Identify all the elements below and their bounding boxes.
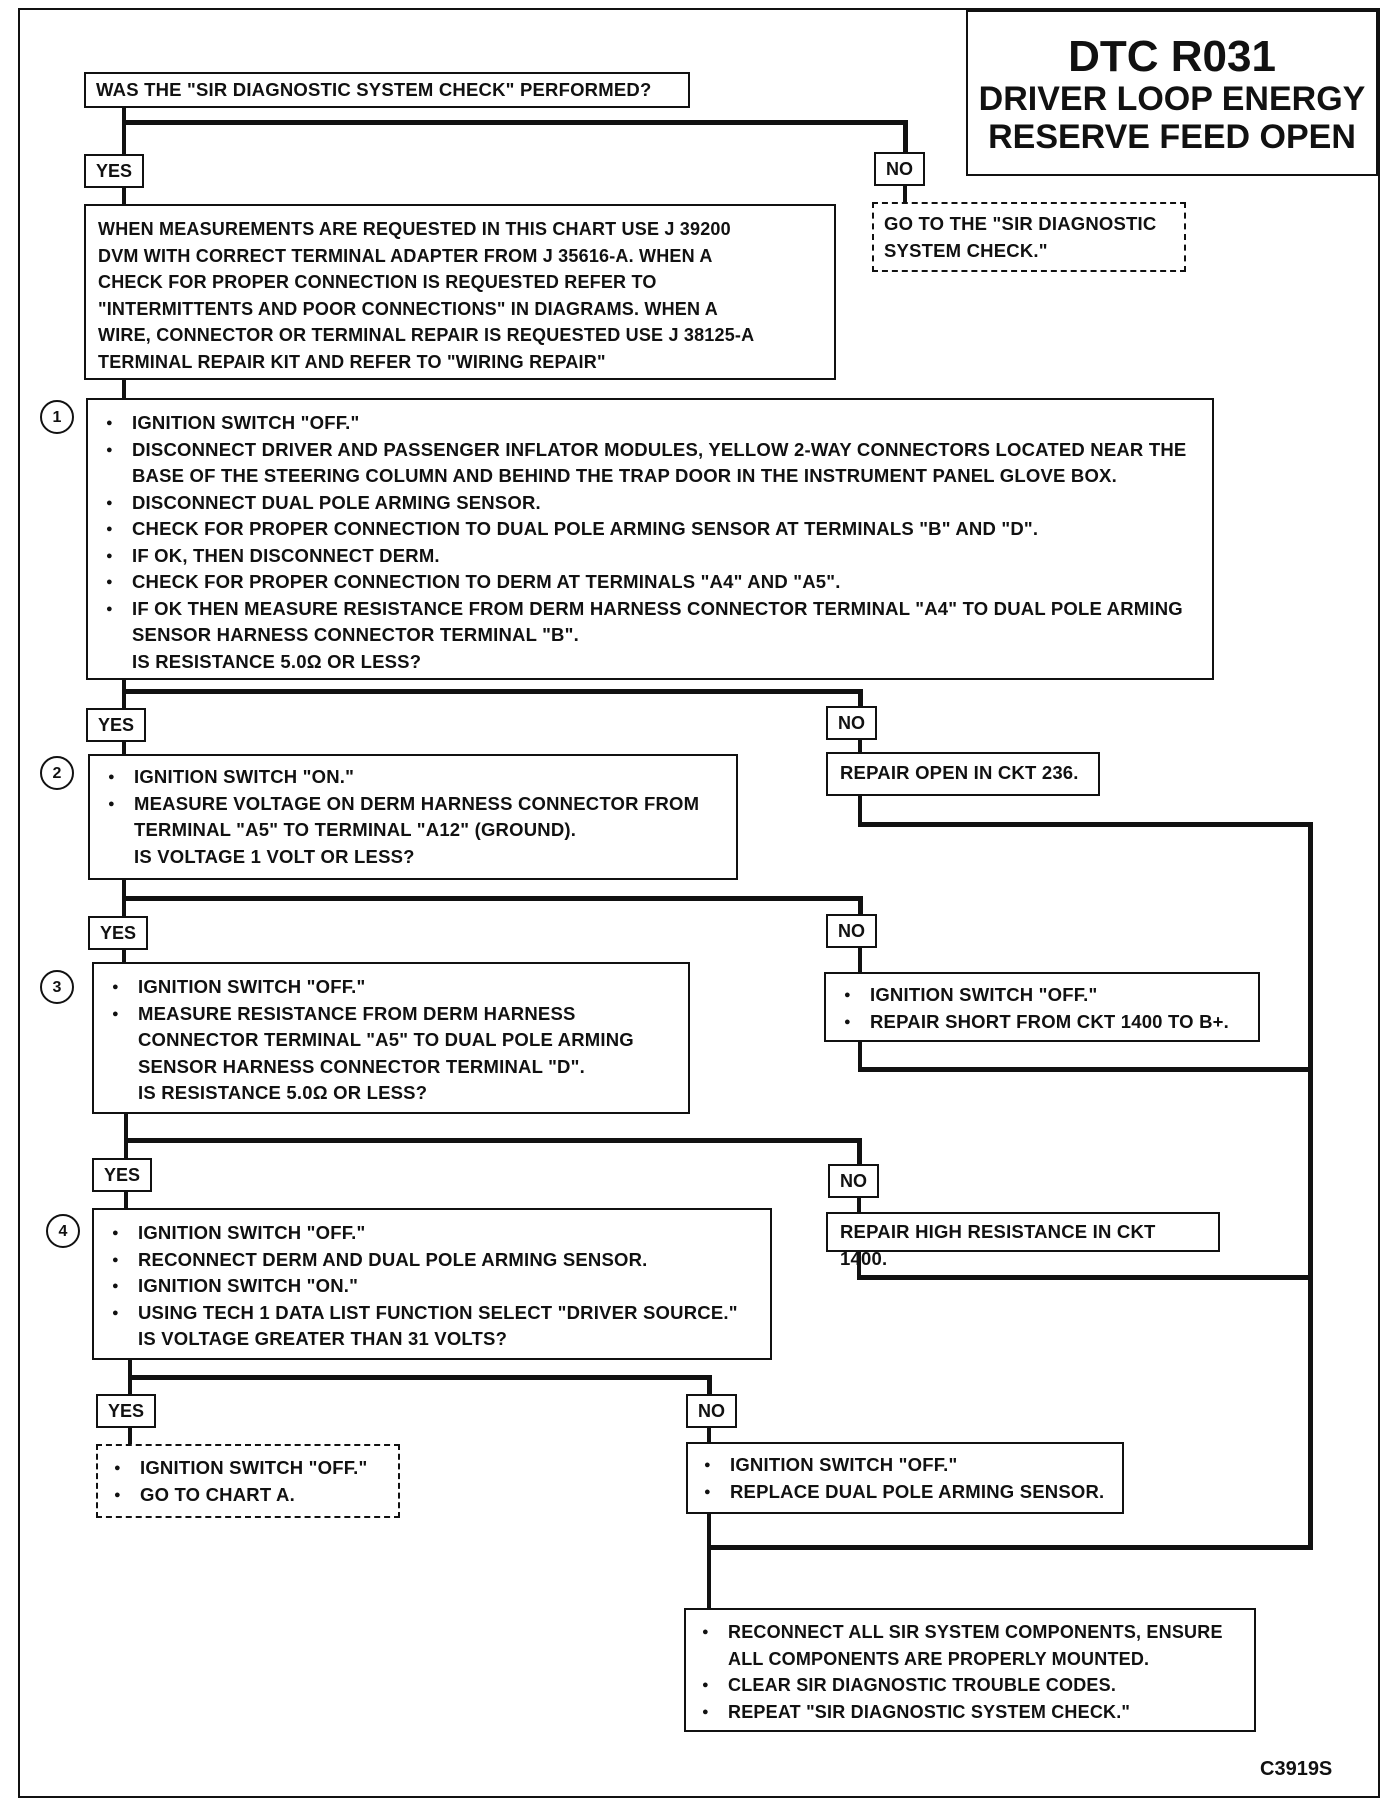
- step-1-item: ● DISCONNECT DRIVER AND PASSENGER INFLATOR MODULES, YELLOW 2-WAY CONNECTORS LOCATED NEAR THE BASE OF THE STEERING COLUMN AND BEHIND THE TRAP DOOR IN THE INSTRUMENT PANEL GLOVE BOX.: [100, 437, 1200, 490]
- step-4-no-item: ● IGNITION SWITCH "OFF.": [698, 1452, 1112, 1479]
- step-2-marker: 2: [40, 756, 74, 790]
- step-4-marker: 4: [46, 1214, 80, 1248]
- step-1-item: ● IF OK, THEN DISCONNECT DERM.: [100, 543, 1200, 570]
- step-1-item: ● IGNITION SWITCH "OFF.": [100, 410, 1200, 437]
- step-3-no-action-box: [826, 1212, 1220, 1269]
- go-to-check-line1: GO TO THE "SIR DIAGNOSTIC: [884, 213, 1157, 234]
- step-2-no-action-box: [824, 972, 1260, 1042]
- go-to-check-box: [872, 202, 1186, 272]
- note-line-4: "INTERMITTENTS AND POOR CONNECTIONS" IN DIAGRAMS. WHEN A: [98, 298, 718, 319]
- dtc-code: DTC R031: [1068, 32, 1276, 81]
- step-2-box: [88, 754, 738, 880]
- step-2-no-label: NO: [826, 914, 877, 948]
- step-4-item: ● RECONNECT DERM AND DUAL POLE ARMING SENSOR.: [106, 1247, 758, 1274]
- dtc-title-line1: DRIVER LOOP ENERGY: [978, 80, 1366, 118]
- step-4-yes-item: ● IGNITION SWITCH "OFF.": [108, 1455, 388, 1482]
- step-3-item: ● MEASURE RESISTANCE FROM DERM HARNESS CONNECTOR TERMINAL "A5" TO DUAL POLE ARMING SENSOR HARNESS CONNECTOR TERMINAL "D".: [106, 1001, 676, 1081]
- step-2-no-item: ● REPAIR SHORT FROM CKT 1400 TO B+.: [838, 1009, 1246, 1036]
- step-1-yes-label: YES: [86, 708, 146, 742]
- step-4-yes-action-box: [96, 1444, 400, 1518]
- step-2-item: ● MEASURE VOLTAGE ON DERM HARNESS CONNECTOR FROM TERMINAL "A5" TO TERMINAL "A12" (GROUND).: [102, 791, 724, 844]
- start-yes-label: YES: [84, 154, 144, 188]
- step-1-no-action: REPAIR OPEN IN CKT 236.: [840, 762, 1079, 783]
- step-1-item: ● CHECK FOR PROPER CONNECTION TO DERM AT TERMINALS "A4" AND "A5".: [100, 569, 1200, 596]
- step-3-item: ● IGNITION SWITCH "OFF.": [106, 974, 676, 1001]
- step-4-no-item: ● REPLACE DUAL POLE ARMING SENSOR.: [698, 1479, 1112, 1506]
- go-to-check-line2: SYSTEM CHECK.": [884, 239, 1048, 261]
- step-4-yes-item: ● GO TO CHART A.: [108, 1482, 388, 1509]
- step-1-item: ● DISCONNECT DUAL POLE ARMING SENSOR.: [100, 490, 1200, 517]
- figure-code: C3919S: [1260, 1758, 1333, 1780]
- step-1-question: IS RESISTANCE 5.0Ω OR LESS?: [132, 650, 422, 672]
- step-1-box: [86, 398, 1214, 680]
- step-2-yes-label: YES: [88, 916, 148, 950]
- note-line-5: WIRE, CONNECTOR OR TERMINAL REPAIR IS REQUESTED USE J 38125-A: [98, 325, 755, 345]
- note-line-6: TERMINAL REPAIR KIT AND REFER TO "WIRING REPAIR": [98, 351, 606, 372]
- final-item: ● RECONNECT ALL SIR SYSTEM COMPONENTS, ENSURE ALL COMPONENTS ARE PROPERLY MOUNTED.: [696, 1619, 1244, 1672]
- step-4-item: ● USING TECH 1 DATA LIST FUNCTION SELECT "DRIVER SOURCE.": [106, 1300, 758, 1327]
- step-3-question: IS RESISTANCE 5.0Ω OR LESS?: [138, 1082, 428, 1103]
- step-2-no-item: ● IGNITION SWITCH "OFF.": [838, 982, 1246, 1009]
- note-line-3: CHECK FOR PROPER CONNECTION IS REQUESTED REFER TO: [98, 272, 657, 292]
- step-3-no-action: REPAIR HIGH RESISTANCE IN CKT 1400.: [840, 1221, 1156, 1269]
- step-4-item: ● IGNITION SWITCH "ON.": [106, 1273, 758, 1300]
- step-3-marker: 3: [40, 970, 74, 1004]
- note-line-2: DVM WITH CORRECT TERMINAL ADAPTER FROM J 35616-A. WHEN A: [98, 245, 713, 266]
- step-2-item: ● IGNITION SWITCH "ON.": [102, 764, 724, 791]
- step-4-item: ● IGNITION SWITCH "OFF.": [106, 1220, 758, 1247]
- title-block: [966, 10, 1378, 176]
- start-question: WAS THE "SIR DIAGNOSTIC SYSTEM CHECK" PERFORMED?: [96, 79, 652, 100]
- dtc-title-line2: RESERVE FEED OPEN: [988, 118, 1356, 156]
- start-question-box: [84, 72, 690, 108]
- final-item: ● REPEAT "SIR DIAGNOSTIC SYSTEM CHECK.": [696, 1699, 1244, 1726]
- step-2-question: IS VOLTAGE 1 VOLT OR LESS?: [134, 845, 415, 867]
- step-1-item: ● CHECK FOR PROPER CONNECTION TO DUAL POLE ARMING SENSOR AT TERMINALS "B" AND "D".: [100, 516, 1200, 543]
- step-1-no-label: NO: [826, 706, 877, 740]
- measurement-note-box: [84, 204, 836, 380]
- final-action-box: [684, 1608, 1256, 1732]
- step-4-yes-label: YES: [96, 1394, 156, 1428]
- step-3-box: [92, 962, 690, 1114]
- step-3-yes-label: YES: [92, 1158, 152, 1192]
- start-no-label: NO: [874, 152, 925, 186]
- step-1-item: ● IF OK THEN MEASURE RESISTANCE FROM DERM HARNESS CONNECTOR TERMINAL "A4" TO DUAL POLE ARMING SENSOR HARNESS CONNECTOR TERMINAL "B".: [100, 596, 1200, 649]
- step-3-no-label: NO: [828, 1164, 879, 1198]
- final-item: ● CLEAR SIR DIAGNOSTIC TROUBLE CODES.: [696, 1672, 1244, 1699]
- step-1-no-action-box: [826, 752, 1100, 796]
- step-1-marker: 1: [40, 400, 74, 434]
- step-4-no-action-box: [686, 1442, 1124, 1514]
- step-4-no-label: NO: [686, 1394, 737, 1428]
- step-4-question: IS VOLTAGE GREATER THAN 31 VOLTS?: [138, 1328, 508, 1349]
- step-4-box: [92, 1208, 772, 1360]
- note-line-1: WHEN MEASUREMENTS ARE REQUESTED IN THIS CHART USE J 39200: [98, 219, 731, 239]
